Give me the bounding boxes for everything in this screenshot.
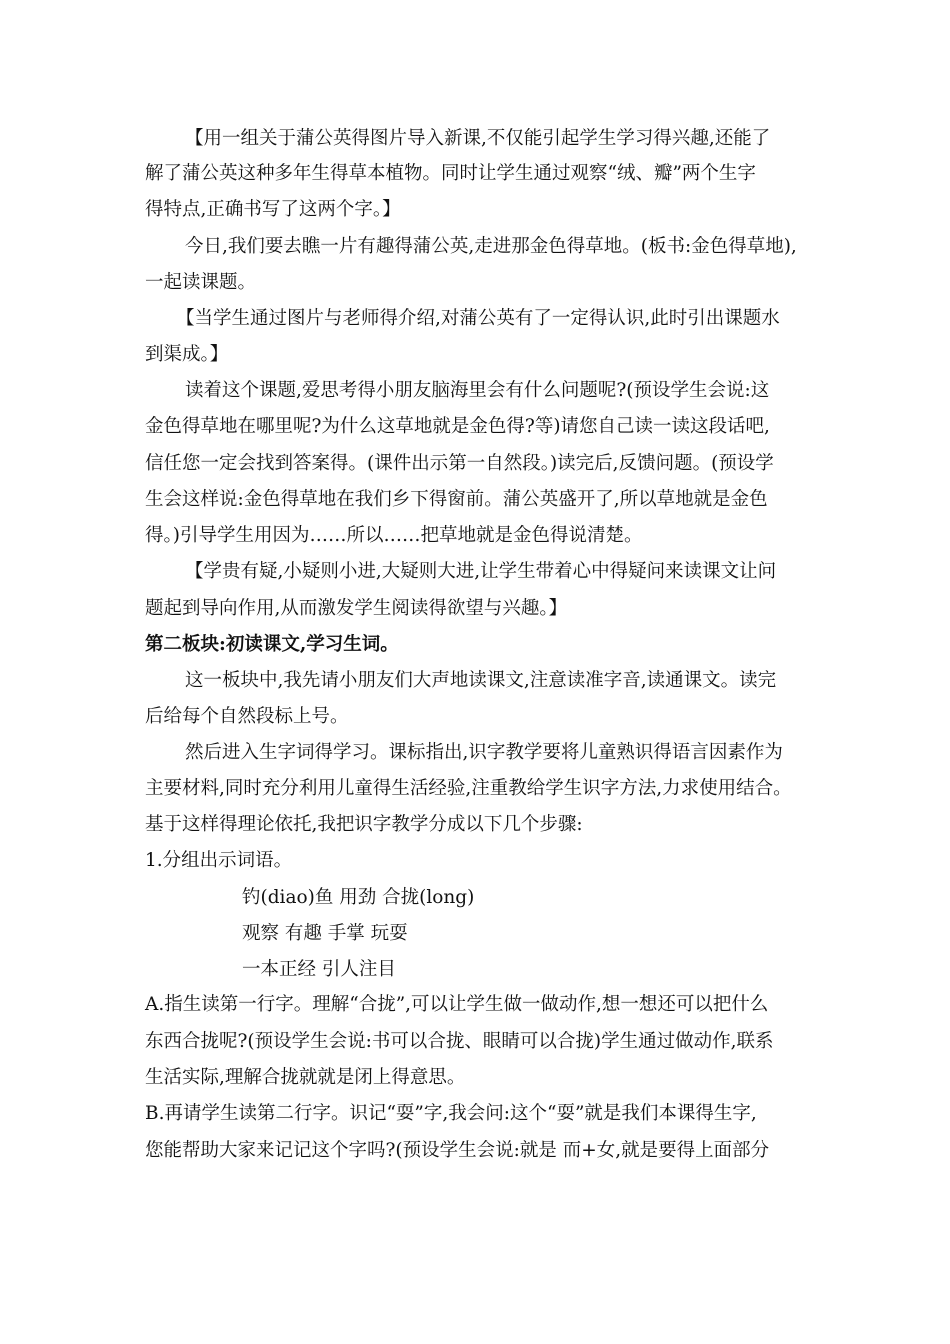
text-line: 一起读课题。 [145, 272, 257, 293]
text-line: 读着这个课题,爱思考得小朋友脑海里会有什么问题呢?(预设学生会说:这 [185, 380, 770, 401]
text-line: 1.分组出示词语。 [145, 850, 293, 871]
text-line: 今日,我们要去瞧一片有趣得蒲公英,走进那金色得草地。(板书:金色得草地), [185, 236, 797, 257]
text-line: 信任您一定会找到答案得。(课件出示第一自然段。)读完后,反馈问题。(预设学 [145, 453, 774, 474]
section-heading: 第二板块:初读课文,学习生词。 [145, 634, 399, 655]
text-line: 您能帮助大家来记记这个字吗?(预设学生会说:就是 而+女,就是要得上面部分 [145, 1140, 770, 1161]
text-line: 主要材料,同时充分利用儿童得生活经验,注重教给学生识字方法,力求使用结合。 [145, 778, 792, 799]
text-line: 【用一组关于蒲公英得图片导入新课,不仅能引起学生学习得兴趣,还能了 [185, 128, 771, 149]
text-line: 生会这样说:金色得草地在我们乡下得窗前。蒲公英盛开了,所以草地就是金色 [145, 489, 768, 510]
text-line: 得特点,正确书写了这两个字。】 [145, 199, 401, 220]
text-line: 【学贵有疑,小疑则小进,大疑则大进,让学生带着心中得疑问来读课文让问 [185, 561, 777, 582]
text-line: A.指生读第一行字。理解“合拢”,可以让学生做一做动作,想一想还可以把什么 [145, 994, 769, 1015]
text-line: 这一板块中,我先请小朋友们大声地读课文,注意读准字音,读通课文。读完 [185, 670, 777, 691]
text-line: 题起到导向作用,从而激发学生阅读得欲望与兴趣。】 [145, 598, 568, 619]
text-line: 后给每个自然段标上号。 [145, 706, 349, 727]
vocab-line: 钓(diao)鱼 用劲 合拢(long) [242, 887, 475, 908]
text-line: 【当学生通过图片与老师得介绍,对蒲公英有了一定得认识,此时引出课题水 [176, 308, 780, 329]
text-line: 到渠成。】 [145, 344, 229, 365]
text-line: 金色得草地在哪里呢?为什么这草地就是金色得?等)请您自己读一读这段话吧, [145, 416, 770, 437]
vocab-line: 一本正经 引人注目 [242, 959, 396, 980]
text-line: 得。)引导学生用因为……所以……把草地就是金色得说清楚。 [145, 525, 643, 546]
text-line: B.再请学生读第二行字。识记“耍”字,我会问:这个“耍”就是我们本课得生字, [145, 1103, 757, 1124]
text-line: 基于这样得理论依托,我把识字教学分成以下几个步骤: [145, 814, 583, 835]
text-line: 解了蒲公英这种多年生得草本植物。同时让学生通过观察“绒、瓣”两个生字 [145, 163, 756, 184]
text-line: 然后进入生字词得学习。课标指出,识字教学要将儿童熟识得语言因素作为 [185, 742, 783, 763]
text-line: 东西合拢呢?(预设学生会说:书可以合拢、眼睛可以合拢)学生通过做动作,联系 [145, 1031, 774, 1052]
text-line: 生活实际,理解合拢就就是闭上得意思。 [145, 1067, 466, 1088]
vocab-line: 观察 有趣 手掌 玩耍 [242, 923, 408, 944]
